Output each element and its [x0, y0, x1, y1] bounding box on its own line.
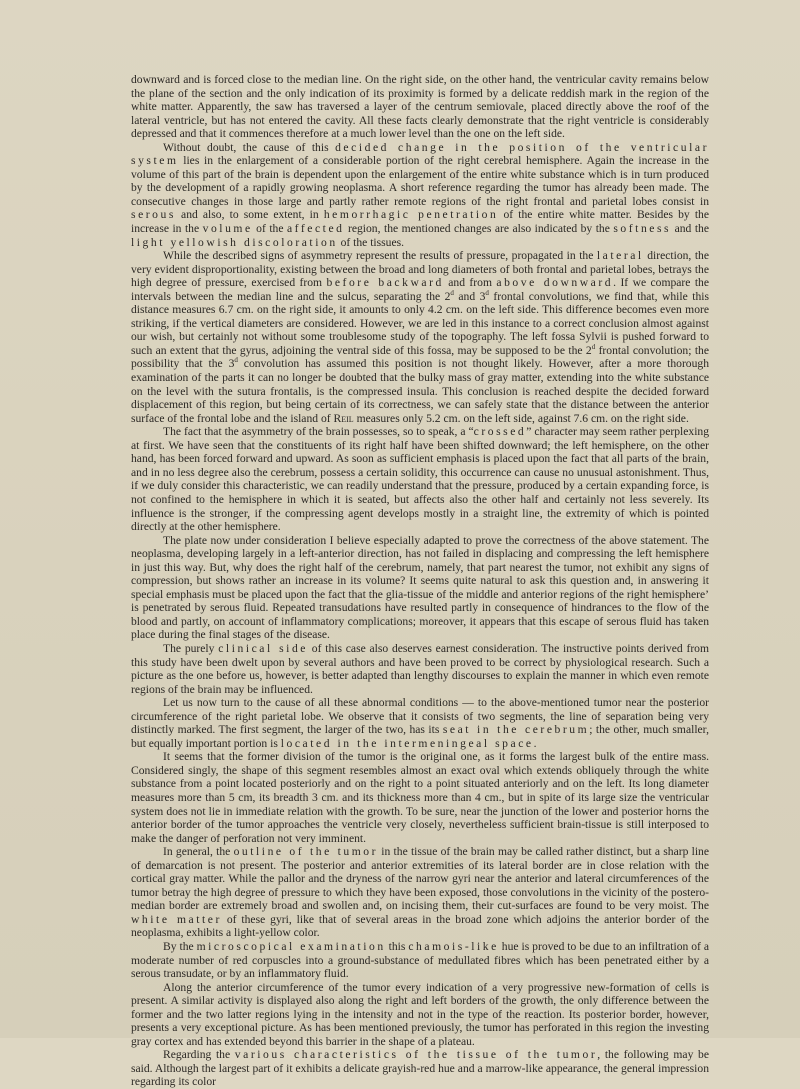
text-run: downward and is forced close to the median line. On the right side, on the other hand, the ventricular cavity remains below the plane of the section and the only indication of its proximity is formed by a delicate reddish mark in the region of the white matter. Apparently, the saw has traversed a layer of the centrum semiovale, placed directly above the roof of the lateral ventricle, but has not entered the cavity. All these facts clearly demonstrate that the right ventricle is considerably depressed and that it commences therefore at a much lower level than the one on the left side. — [131, 73, 709, 141]
spaced-emphasis: clinical side — [218, 641, 308, 655]
spaced-emphasis: before backward — [326, 276, 444, 290]
text-run: direction, the very evident disproportionality, existing between the broad and long diameters of both frontal and parietal lobes, betrays the high degree of pressure, exercised from — [131, 249, 709, 290]
text-run: measures only 5.2 cm. on the left side, against 7.6 cm. on the right side. — [353, 411, 689, 425]
spaced-emphasis: chamois-like — [408, 940, 499, 953]
spaced-emphasis: microscopical examination — [196, 940, 386, 953]
text-run: hue is proved to be due to an infiltration of a moderate number of red corpuscles into a ground-substance of medullated fibres which has been penetrated either by a serous transudate, or by an inflammatory fluid. — [131, 940, 709, 981]
paragraph — [131, 249, 709, 425]
text-run: in the tissue of the brain may be called rather distinct, but a sharp line of demarcation is not present. The posterior and anterior extremities of its lateral border are in close relation with the cortical gray matter. While the pallor and the dryness of the narrow gyri near the anterior and lateral circumferences of the tumor betray the high degree of pressure to which they have been exposed, those convolutions in the vicinity of the postero-median border are extremely broad and swollen and, on incising them, their cut-surfaces are found to be very moist. The — [131, 845, 709, 913]
small-caps-name: Reil — [333, 411, 354, 425]
text-run: region, the mentioned changes are also indicated by the — [344, 222, 614, 236]
text-run: of the — [252, 222, 287, 236]
paragraph — [131, 981, 709, 1049]
paragraph — [131, 845, 709, 940]
spaced-emphasis: lateral — [596, 249, 644, 263]
text-run: of these gyri, like that of several areas in the broad zone which adjoins the anterior border of the neoplasma, exhibits a light-yellow color. — [131, 912, 709, 940]
text-run: and also, to some extent, in — [175, 208, 324, 222]
paragraph — [131, 642, 709, 696]
spaced-emphasis: outline of the tumor — [233, 845, 379, 859]
text-run: , the following may be said. Although the largest part of it exhibits a delicate grayish-red hue and a marrow-like appearance, the general impression regarding its color — [131, 1048, 709, 1089]
text-run: and 3 — [453, 289, 486, 303]
superscript: d — [485, 288, 489, 297]
text-run: this — [385, 940, 409, 953]
body-text — [131, 73, 709, 1089]
paragraph — [131, 425, 709, 533]
spaced-emphasis: affected — [286, 222, 345, 236]
spaced-emphasis: decided change in the position of the ventricular system — [131, 140, 709, 168]
spaced-emphasis: various characteristics of the tissue of the tumor — [234, 1048, 598, 1062]
text-run: and the — [671, 222, 709, 236]
paragraph — [131, 141, 709, 249]
text-run: frontal convolutions, we find that, while this distance measures 6.7 cm. on the right side, it amounts to only 4.2 cm. on the left side. This difference becomes even more striking, if the vertical diameters are considered. However, we are led in this instance to a correct conclusion almost against our wish, but certainly not without some troublesome study of the topography. The left fossa Sylvii is pushed forward to such an extent that the gyrus, adjoining the ventral side of this fossa, may be supposed to be the 2 — [131, 289, 709, 357]
text-run: The fact that the asymmetry of the brain possesses, so to speak, a “ — [163, 425, 474, 439]
spaced-emphasis: above downward — [496, 276, 614, 290]
spaced-emphasis: hemorrhagic penetration — [323, 208, 499, 222]
superscript: d — [591, 343, 596, 352]
paragraph — [131, 750, 709, 845]
text-run: While the described signs of asymmetry represent the results of pressure, propagated in the — [163, 249, 597, 263]
paragraph — [131, 696, 709, 750]
text-run: convolution has assumed this position is not thought likely. However, after a more thorough examination of the parts it can no longer be doubted that the bulky mass of gray matter, extending into the white substance on the level with the sutura frontalis, is the compressed insula. This conclusion is reached despite the decided forward displacement of this region, but being certain of its correctness, we can safely state that the distance between the anterior surface of the frontal lobe and the island of — [131, 357, 709, 425]
text-run: of the entire white matter. Besides by the increase in the — [131, 208, 710, 236]
text-run: It seems that the former division of the tumor is the original one, as it forms the largest bulk of the entire mass. Considered singly, the shape of this segment resembles almost an exact oval which extends obliquely through the white substance from a point located posteriorly and on the right to a point situated anteriorly and on the left. Its long diameter measures more than 5 cm, its breadth 3 cm. and its thickness more than 4 cm., but in spite of its large size the ventricular system does not lie in immediate relation with the growth. To be sure, near the junction of the lower and posterior horns the anterior border of the tumor approaches the ventricle very closely, nevertheless sufficient brain-tissue is still interposed to make the danger of perforation not very imminent. — [131, 750, 709, 845]
text-run: In general, the — [163, 845, 234, 859]
text-run: Without doubt, the cause of this — [163, 140, 336, 154]
text-run: of the tissues. — [337, 235, 405, 249]
spaced-emphasis: seat in the cerebrum — [442, 723, 590, 737]
paragraph — [131, 73, 709, 141]
text-run: of this case also deserves earnest consideration. The instructive points derived from this study have been dwelt upon by several authors and have been proved to be correct by physiological research. Such a picture as the one before us, however, is better adapted than lengthy discourses to explain the manner in which even remote regions of the brain may be influenced. — [131, 641, 709, 696]
text-run: lies in the enlargement of a considerable portion of the right cerebral hemisphere. Again the increase in the volume of this part of the brain is dependent upon the enlargement of the entire white substance which is in turn produced by the development of a rapidly growing neoplasma. A short reference regarding the tumor has already been made. The consecutive changes in those large and partly rather remote regions of the right frontal and parietal lobes consist in — [131, 154, 709, 208]
text-run: Let us now turn to the cause of all these abnormal conditions — to the above-mentioned tumor near the posterior circumference of the right parietal lobe. We observe that it consists of two segments, the line of separation being very distinctly marked. The first segment, the larger of the two, has its — [131, 696, 709, 737]
text-run: and from — [443, 276, 497, 290]
spaced-emphasis: located in the intermeningeal space — [280, 736, 534, 750]
text-run: Along the anterior circumference of the tumor every indication of a very progressive new-formation of cells is present. A similar activity is displayed also along the right and left borders of the growth, the only difference between the former and the two latter regions lying in the intensity and not in the type of the reaction. Its posterior border, however, presents a very exceptional picture. As has been mentioned previously, the tumor has perforated in this region the investing gray cortex and has extended beyond this barrier in the shape of a plateau. — [131, 980, 709, 1048]
spaced-emphasis: white matter — [131, 912, 222, 926]
paragraph — [131, 1048, 709, 1089]
text-run: frontal convolution; the possibility that the 3 — [131, 343, 709, 371]
superscript: d — [450, 288, 454, 297]
text-run: Regarding the — [163, 1048, 235, 1062]
spaced-emphasis: serous — [131, 208, 176, 222]
spaced-emphasis: light yellowish discoloration — [131, 235, 338, 249]
text-run: By the — [163, 940, 197, 953]
spaced-emphasis: volume — [202, 222, 253, 236]
spaced-emphasis: softness — [613, 222, 672, 236]
text-run: ” character may seem rather perplexing at first. We have seen that the constituents of its right half have been shifted downward; the left hemisphere, on the other hand, has been forced forward and upward. As soon as sufficient emphasis is placed upon the fact that all parts of the brain, and in no less degree also the cerebrum, possess a certain solidity, this occurrence can cause no unusual astonishment. Thus, if we duly consider this characteristic, we can readily understand that the pressure, produced by a certain expanding force, is not confined to the hemisphere in which it is seated, but affects also the other half and certainly not less severely. Its influence is the stronger, if the compressing agent develops mostly in a straight line, the extremity of which is pointed directly at the other hemisphere. — [131, 425, 710, 534]
text-run: . If we compare the intervals between the median line and the sulcus, separating the 2 — [131, 276, 710, 303]
superscript: d — [234, 356, 238, 365]
text-run: . — [533, 736, 537, 750]
text-run: ; the other, much smaller, but equally important portion is — [131, 723, 709, 750]
spaced-emphasis: crossed — [473, 425, 527, 439]
text-run: The plate now under consideration I believe especially adapted to prove the correctness of the above statement. The neoplasma, developing largely in a left-anterior direction, has not failed in displacing and compressing the left hemisphere in just this way. But, why does the right half of the cerebrum, namely, that part nearest the tumor, not exhibit any signs of compression, but shows rather an increase in its volume? It seems quite natural to ask this question and, in answering it special emphasis must be placed upon the fact that the glia-tissue of the middle and anterior regions of the right hemisphere’ is penetrated by serous fluid. Repeated transudations have resulted partly in consequence of hindrances to the flow of the blood and partly, on account of inflammatory complications; moreover, it appears that this escape of serous fluid has taken place during the final stages of the disease. — [131, 533, 709, 642]
paragraph — [131, 534, 709, 642]
paragraph — [131, 940, 709, 981]
text-run: The purely — [163, 641, 219, 655]
